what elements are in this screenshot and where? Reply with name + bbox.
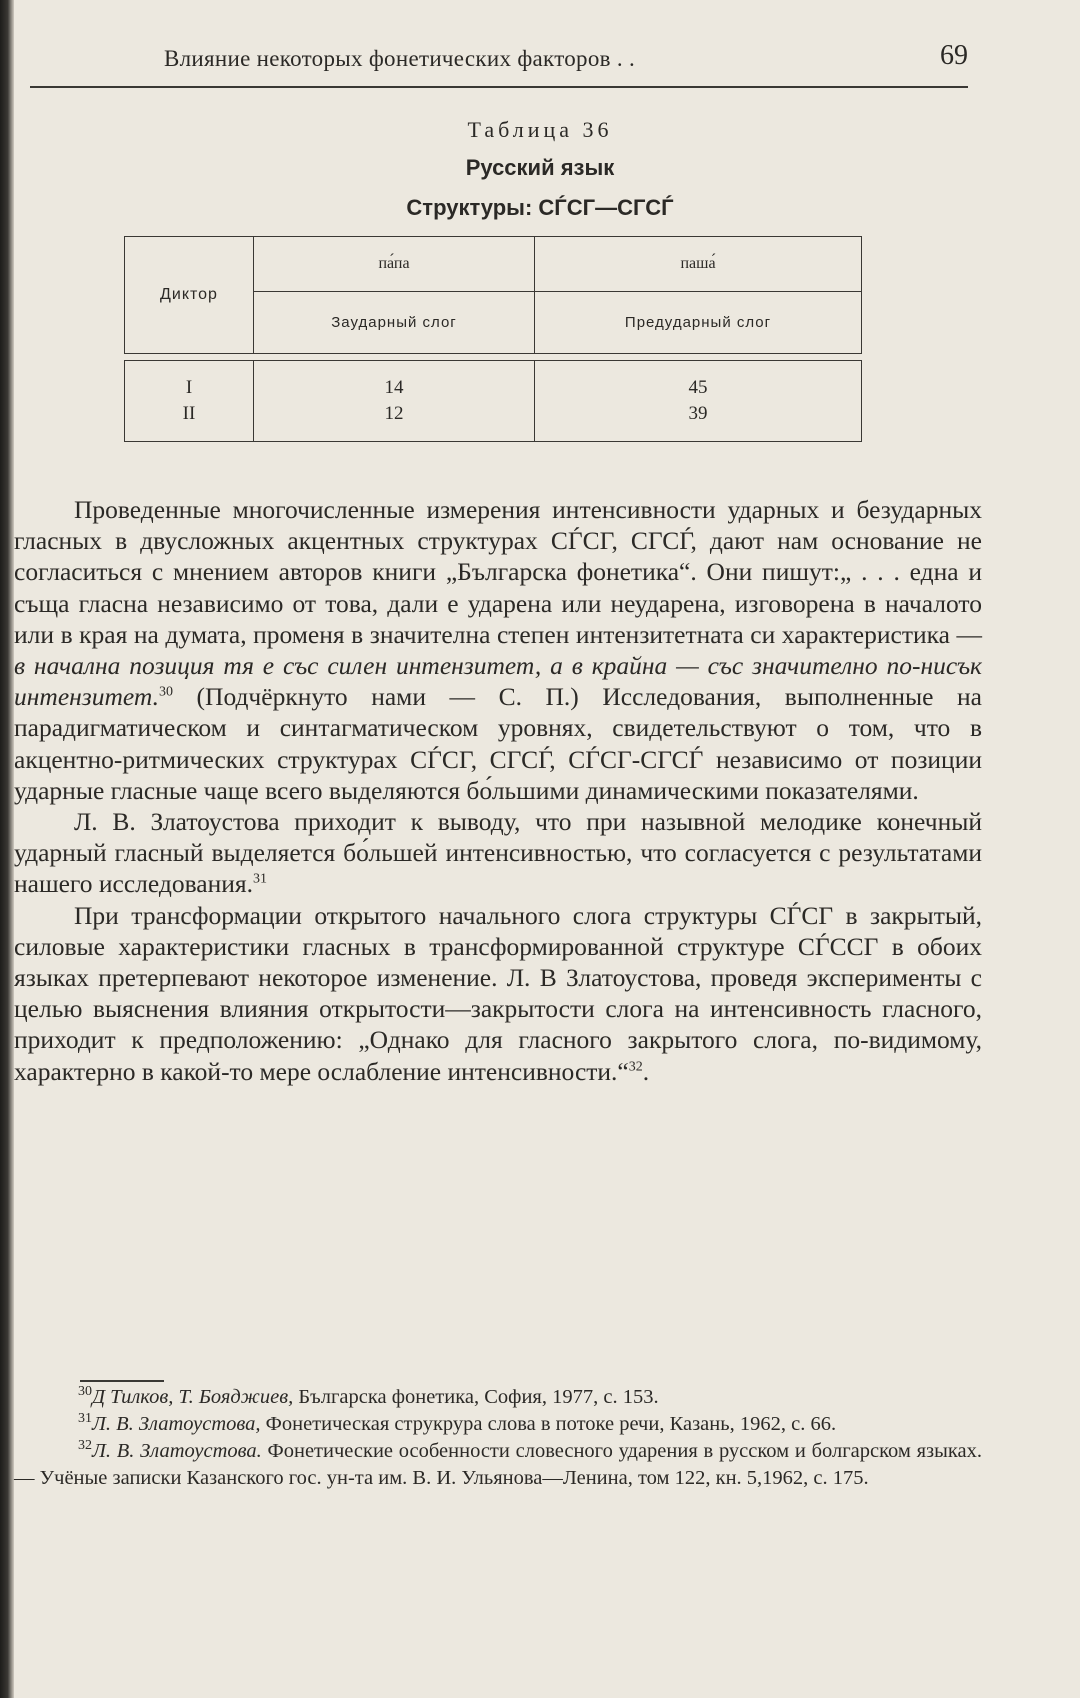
header-word-1: па́па <box>254 237 535 292</box>
footnote-separator <box>80 1380 164 1382</box>
footnote-32: $^{32}$Л. В. Златоустова. Фонетические особенности словесного ударения в русском и болгарском языках. — Учёные записки Казанского гос. ун-та им. В. И. Ульянова—Ленина, том 122, кн. 5,1962, с. 175. <box>14 1438 983 1489</box>
running-title: Влияние некоторых фонетических факторов . . <box>164 46 636 71</box>
footnote-ref-30: 30 <box>158 684 173 700</box>
paragraph-1: Проведенные многочисленные измерения интенсивности ударных и безударных гласных в двусложных акцентных структурах СЃСГ, СГСЃ, дают нам основание не согласиться с мнением авторов книги „Българска фонетика“. Они пишут:„ . . . една и съща гласна независимо от това, дали е ударена или неударена, изговорена в началото или в края на думата, променя в значителна степен интензитетната си характеристика — в начална позиция тя е със силен интензитет, а в крайна — със значително по-нисък интензитет.$^{30}$ (Подчёркнуто нами — С. П.) Исследования, выполненные на парадигматическом и синтагматическом уровнях, свидетельствуют о том, что в акцентно-ритмических структурах СЃСГ, СГСЃ, СЃСГ-СГСЃ независимо от позиции ударные гласные чаще всего выделяются бо́льшими динамическими показателями. <box>14 495 982 805</box>
quote-emphasis: в начална позиция тя е със силен интензитет, а в крайна — със значително по-нисък интензитет. <box>14 651 982 712</box>
footnote-ref-32: 32 <box>628 1059 643 1075</box>
intensity-table <box>124 236 862 442</box>
header-word-2: паша́ <box>535 237 862 292</box>
paragraph-2: Л. В. Златоустова приходит к выводу, что при назывной мелодике конечный ударный гласный выделяется бо́льшей интенсивностью, что согласуется с результатами нашего исследования.$^{31}$ <box>14 807 982 899</box>
header-syllable-2: Предударный слог <box>535 292 862 353</box>
page-binding-edge <box>0 0 14 1698</box>
page-number: 69 <box>940 40 968 71</box>
footnote-30: $^{30}$Д Тилков, Т. Бояджиев, Българска фонетика, София, 1977, с. 153. <box>78 1384 659 1408</box>
paragraph-3: При трансформации открытого начального слога структуры СЃСГ в закрытый, силовые характеристики гласных в трансформированной структуре СЃССГ в обоих языках претерпевают некоторое изменение. Л. В Златоустова, проведя эксперименты с целью выяснения влияния открытости—закрытости слога на интенсивность гласного, приходит к предположению: „Однако для гласного закрытого слога, по-видимому, характерно в какой-то мере ослабление интенсивности.“$^{32}$. <box>14 900 982 1086</box>
table-language: Русский язык <box>465 155 615 180</box>
body-text <box>14 494 982 1087</box>
header-speaker: Диктор <box>125 237 254 354</box>
table-structures: Структуры: СЃСГ—СГСЃ <box>406 195 674 220</box>
footnote-ref-31: 31 <box>253 871 268 887</box>
page-header <box>30 38 968 88</box>
header-syllable-1: Заударный слог <box>254 292 535 353</box>
speaker-cell: I II <box>125 360 254 441</box>
values-col-1: 14 12 <box>254 360 535 441</box>
values-col-2: 45 39 <box>535 360 862 441</box>
footnotes <box>14 1384 982 1492</box>
table-label: Таблица 36 <box>467 117 613 142</box>
footnote-31: $^{31}$Л. В. Златоустова, Фонетическая струкрура слова в потоке речи, Казань, 1962, с. 66. <box>78 1411 837 1435</box>
